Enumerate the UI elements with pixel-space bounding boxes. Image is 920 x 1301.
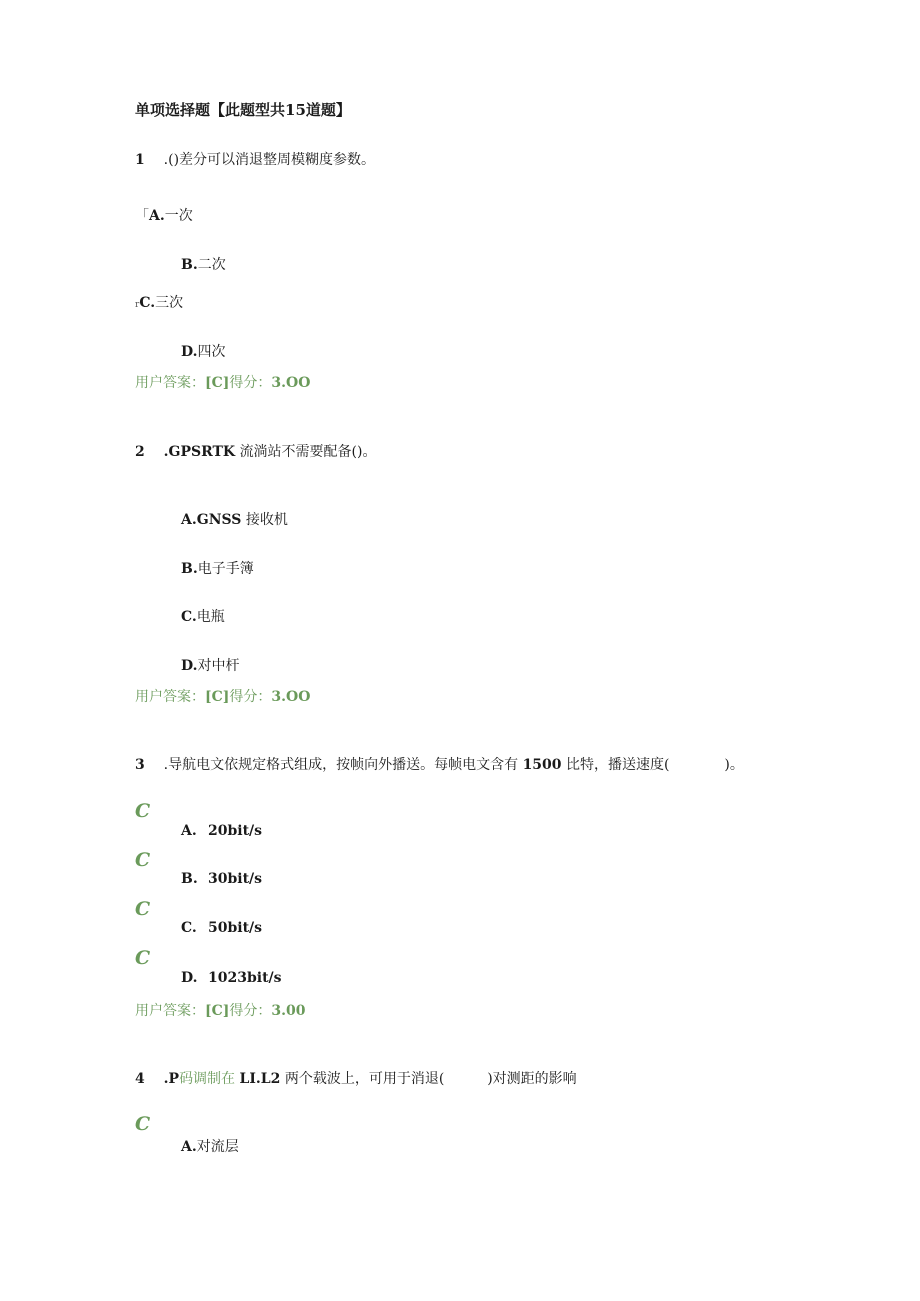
radio-button[interactable]: C bbox=[135, 849, 151, 871]
question-text-bold: .P bbox=[163, 1071, 180, 1087]
radio-button[interactable]: C bbox=[135, 947, 151, 969]
radio-button[interactable]: C bbox=[135, 1113, 151, 1135]
option-letter: A. bbox=[181, 823, 197, 839]
answer-value: [C] bbox=[205, 689, 230, 705]
score-label: 得分： bbox=[229, 375, 272, 391]
answer-label: 用户答案： bbox=[135, 375, 205, 391]
option-text: 20bit/s bbox=[208, 823, 263, 839]
question-1 bbox=[135, 149, 375, 169]
question-2 bbox=[135, 441, 377, 461]
option-text: 电子手簿 bbox=[197, 561, 254, 577]
question-text: )。 bbox=[724, 757, 744, 773]
question-text-bold: LI.L2 bbox=[239, 1071, 281, 1087]
answer-line bbox=[135, 1000, 306, 1020]
option-letter: C. bbox=[139, 295, 156, 311]
option-b[interactable] bbox=[181, 558, 254, 578]
score-label: 得分： bbox=[229, 1003, 272, 1019]
radio-mark: r bbox=[135, 300, 140, 310]
answer-line bbox=[135, 686, 310, 706]
option-text: 对中杆 bbox=[197, 658, 240, 674]
score-label: 得分： bbox=[229, 689, 272, 705]
option-c[interactable] bbox=[181, 606, 225, 626]
answer-value: [C] bbox=[205, 1003, 230, 1019]
option-letter: D. bbox=[181, 970, 198, 986]
answer-label: 用户答案： bbox=[135, 689, 205, 705]
radio-button[interactable]: C bbox=[135, 898, 151, 920]
question-text: 两个载波上，可用于消退( bbox=[284, 1071, 445, 1087]
option-letter: B. bbox=[181, 871, 198, 887]
radio-mark: 「 bbox=[135, 208, 149, 224]
question-text: 流淌站不需要配备()。 bbox=[239, 444, 377, 460]
option-a[interactable] bbox=[135, 205, 193, 225]
option-c[interactable] bbox=[135, 292, 183, 312]
score-value: 3.OO bbox=[271, 689, 311, 705]
option-letter: B. bbox=[181, 561, 198, 577]
section-heading: 单项选择题【此题型共15道题】 bbox=[135, 101, 351, 119]
score-value: 3.OO bbox=[271, 375, 311, 391]
option-text: 对流层 bbox=[196, 1139, 239, 1155]
question-4 bbox=[135, 1068, 577, 1088]
option-letter: D. bbox=[181, 344, 198, 360]
question-number: 2 bbox=[135, 444, 145, 460]
option-letter: B. bbox=[181, 257, 198, 273]
option-letter: C. bbox=[181, 609, 197, 625]
question-text-bold: 1500 bbox=[522, 757, 562, 773]
option-a[interactable] bbox=[181, 823, 262, 839]
answer-line bbox=[135, 372, 310, 392]
option-text: 接收机 bbox=[245, 512, 288, 528]
option-letter: A. bbox=[149, 208, 165, 224]
question-number: 4 bbox=[135, 1071, 145, 1087]
option-d[interactable] bbox=[181, 655, 240, 675]
option-a[interactable] bbox=[181, 1136, 239, 1156]
option-text: 1023bit/s bbox=[208, 970, 282, 986]
radio-button[interactable]: C bbox=[135, 800, 151, 822]
option-c[interactable] bbox=[181, 920, 262, 936]
question-3 bbox=[135, 754, 744, 774]
option-b[interactable] bbox=[181, 871, 262, 887]
option-text: 二次 bbox=[197, 257, 226, 273]
option-a[interactable] bbox=[181, 509, 288, 529]
question-text: 比特，播送速度( bbox=[565, 757, 670, 773]
question-text: .()差分可以消退整周模糊度参数。 bbox=[163, 152, 376, 168]
question-text: .导航电文依规定格式组成，按帧向外播送。每帧电文含有 bbox=[163, 757, 519, 773]
option-letter: A. bbox=[181, 1139, 197, 1155]
option-text: 电瓶 bbox=[196, 609, 225, 625]
answer-value: [C] bbox=[205, 375, 230, 391]
option-text: 50bit/s bbox=[208, 920, 263, 936]
option-letter: C. bbox=[181, 920, 197, 936]
question-text-green: 码调制在 bbox=[179, 1071, 236, 1087]
question-text: )对测距的影响 bbox=[487, 1071, 577, 1087]
option-text: 三次 bbox=[155, 295, 184, 311]
score-value: 3.00 bbox=[271, 1003, 306, 1019]
option-text: 30bit/s bbox=[208, 871, 263, 887]
option-letter: D. bbox=[181, 658, 198, 674]
question-number: 1 bbox=[135, 152, 145, 168]
answer-label: 用户答案： bbox=[135, 1003, 205, 1019]
option-b[interactable] bbox=[181, 254, 226, 274]
question-number: 3 bbox=[135, 757, 145, 773]
option-d[interactable] bbox=[181, 970, 282, 986]
option-text: 一次 bbox=[164, 208, 193, 224]
option-d[interactable] bbox=[181, 341, 226, 361]
question-text-bold: .GPSRTK bbox=[163, 444, 236, 460]
option-letter: A.GNSS bbox=[181, 512, 242, 528]
option-text: 四次 bbox=[197, 344, 226, 360]
